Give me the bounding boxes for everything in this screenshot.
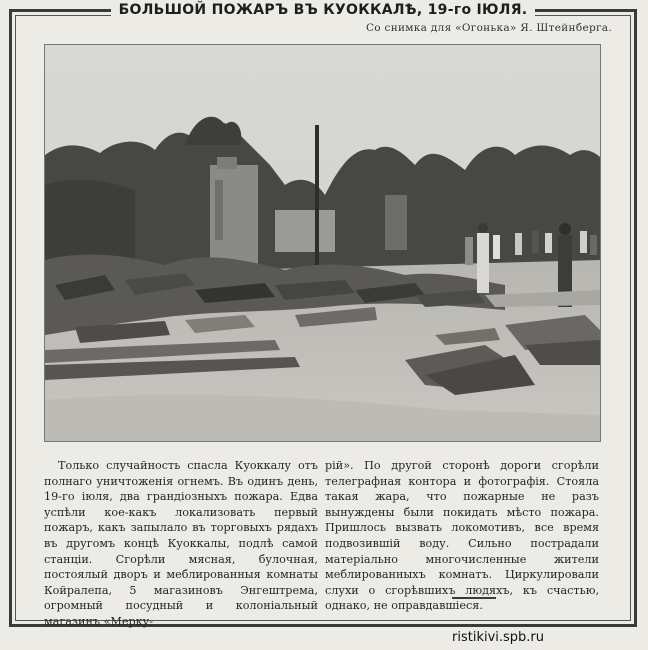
burnt-ruins-photo [44, 44, 601, 442]
article-body [44, 458, 599, 628]
source-watermark: ristikivi.spb.ru [452, 630, 545, 645]
photo-credit: Со снимка для «Огонька» Я. Штейнберга. [365, 22, 612, 34]
article-right-text: рій». По другой сторонѣ дороги сгорѣли телеграфная контора и фотографія. Стояла такая жара, что пожарные не разъ вынуждены были покидать мѣсто пожара. Пришлось вызвать локомотивъ, все время подвозившій воду. Сильно пострадали матеріально многочисленные жители меблированныхъ комнатъ. Циркулировали слухи о сгорѣвшихъ людяхъ, къ счастью, однако, не оправдавшіеся. [325, 459, 599, 613]
header [9, 0, 637, 20]
article-end-rule [452, 597, 496, 599]
photo-illustration [45, 45, 600, 441]
article-right-column [325, 458, 599, 613]
page-title: БОЛЬШОЙ ПОЖАРЪ ВЪ КУОККАЛѢ, 19-го ІЮЛЯ. [111, 2, 536, 18]
article-left-text: Только случайность спасла Куоккалу отъ полнаго уничтоженія огнемъ. Въ одинъ день, 19-го іюля, два грандіозныхъ пожара. Едва успѣли кое-какъ локализовать первый пожаръ, какъ запылало въ торговыхъ рядахъ въ другомъ концѣ Куоккалы, подлѣ самой станціи. Сгорѣли мясная, булочная, постоялый дворъ и меблированныя комнаты Койралепа, 5 магазиновъ Энгештрема, огромный посудный и колоніальный магазинъ «Мерку- [44, 459, 318, 628]
article-left-column [44, 458, 318, 628]
